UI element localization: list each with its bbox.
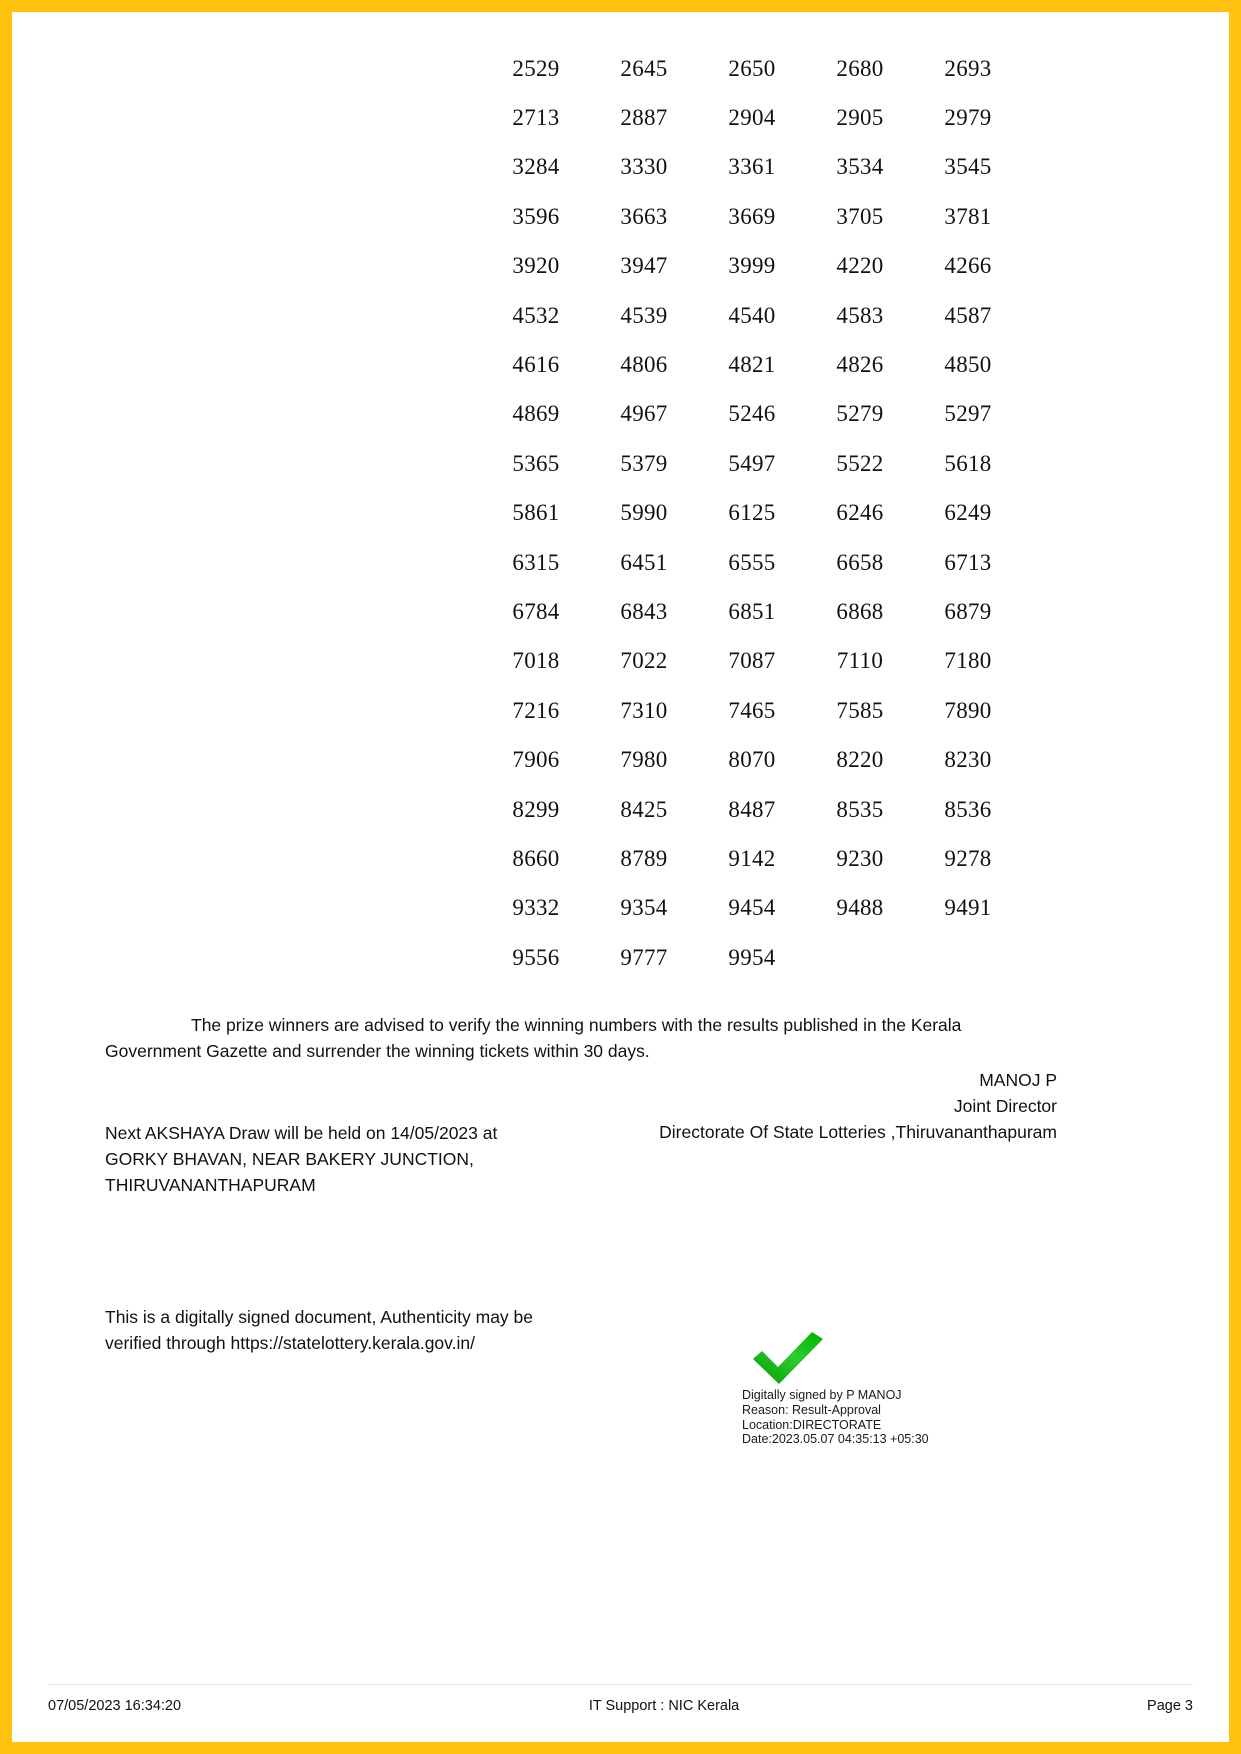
prize-number: 4967 (620, 401, 668, 427)
prize-number: 2529 (512, 55, 560, 81)
prize-number: 8230 (944, 747, 992, 773)
prize-number: 3947 (620, 253, 668, 279)
prize-number: 8425 (620, 796, 668, 822)
prize-number: 7310 (620, 697, 668, 723)
prize-number: 7585 (836, 697, 884, 723)
signatory-name: MANOJ P (979, 1070, 1057, 1090)
signature-date: Date:2023.05.07 04:35:13 +05:30 (742, 1432, 929, 1447)
signature-signed-by: Digitally signed by P MANOJ (742, 1388, 902, 1402)
table-row (482, 291, 1022, 340)
prize-number: 6315 (512, 549, 560, 575)
signatory-designation: Joint Director (953, 1096, 1057, 1116)
prize-number: 6555 (728, 549, 776, 575)
prize-number: 4220 (836, 253, 884, 279)
prize-number: 5618 (944, 450, 992, 476)
prize-number: 6249 (944, 500, 992, 526)
prize-number: 6125 (728, 500, 776, 526)
prize-number: 5379 (620, 450, 668, 476)
prize-number: 3663 (620, 203, 668, 229)
signature-location: Location:DIRECTORATE (742, 1417, 882, 1432)
prize-number: 3284 (512, 154, 560, 180)
prize-number: 3781 (944, 203, 992, 229)
footer-page-number: Page 3 (1147, 1698, 1193, 1714)
table-row (482, 834, 1022, 883)
prize-number: 6843 (620, 598, 668, 624)
prize-number: 9142 (728, 845, 776, 871)
prize-number: 9491 (944, 895, 992, 921)
prize-number: 5246 (728, 401, 776, 427)
prize-number: 4826 (836, 352, 884, 378)
prize-number: 3361 (728, 154, 776, 180)
signatory-office: Directorate Of State Lotteries ,Thiruvananthapuram (659, 1122, 1057, 1142)
prize-number: 4532 (512, 302, 560, 328)
prize-number: 6879 (944, 598, 992, 624)
prize-number: 6713 (944, 549, 992, 575)
table-row (482, 340, 1022, 389)
prize-number: 7022 (620, 648, 668, 674)
prize-number: 8660 (512, 845, 560, 871)
prize-number: 5861 (512, 500, 560, 526)
footer-support: IT Support : NIC Kerala (588, 1698, 740, 1714)
table-row (482, 884, 1022, 933)
prize-number: 2680 (836, 55, 884, 81)
prize-number: 3545 (944, 154, 992, 180)
prize-number: 9777 (620, 944, 668, 970)
digital-signature-stamp (742, 1330, 1002, 1447)
digital-note-line-1: This is a digitally signed document, Authenticity may be (105, 1307, 533, 1327)
prize-number: 3705 (836, 203, 884, 229)
prize-number: 8070 (728, 747, 776, 773)
digital-signature-note (105, 1304, 645, 1356)
prize-number: 9278 (944, 845, 992, 871)
prize-number: 9454 (728, 895, 776, 921)
prize-number: 8789 (620, 845, 668, 871)
prize-number: 9556 (512, 944, 560, 970)
prize-number: 5365 (512, 450, 560, 476)
prize-numbers-grid (482, 44, 1022, 982)
next-draw-line-3: THIRUVANANTHAPURAM (105, 1175, 316, 1195)
table-row (482, 489, 1022, 538)
prize-number: 7018 (512, 648, 560, 674)
prize-number: 6658 (836, 549, 884, 575)
prize-number: 3920 (512, 253, 560, 279)
prize-number: 6451 (620, 549, 668, 575)
prize-number: 7980 (620, 747, 668, 773)
table-row (482, 587, 1022, 636)
table-row (482, 637, 1022, 686)
prize-number: 2904 (728, 105, 776, 131)
prize-number: 4869 (512, 401, 560, 427)
prize-number: 8536 (944, 796, 992, 822)
prize-number: 4587 (944, 302, 992, 328)
prize-number: 4540 (728, 302, 776, 328)
document-page (12, 12, 1229, 1742)
table-row (482, 686, 1022, 735)
table-row (482, 785, 1022, 834)
prize-number: 5497 (728, 450, 776, 476)
prize-number: 2650 (728, 55, 776, 81)
prize-number: 6851 (728, 598, 776, 624)
table-row (482, 390, 1022, 439)
prize-number: 3999 (728, 253, 776, 279)
prize-number: 8487 (728, 796, 776, 822)
advisory-text: The prize winners are advised to verify the winning numbers with the results published in the Kerala Government Gazette and surrender the winning tickets within 30 days. (105, 1015, 962, 1061)
prize-number: 5990 (620, 500, 668, 526)
prize-number: 8299 (512, 796, 560, 822)
prize-number: 4616 (512, 352, 560, 378)
prize-number: 8220 (836, 747, 884, 773)
prize-number: 3534 (836, 154, 884, 180)
table-row (482, 439, 1022, 488)
prize-number: 9954 (728, 944, 776, 970)
prize-number: 3669 (728, 203, 776, 229)
prize-number: 7465 (728, 697, 776, 723)
signatory-block (537, 1067, 1057, 1145)
prize-number: 6868 (836, 598, 884, 624)
prize-number: 9354 (620, 895, 668, 921)
prize-number: 2979 (944, 105, 992, 131)
prize-number: 4539 (620, 302, 668, 328)
prize-number: 2905 (836, 105, 884, 131)
prize-number: 7180 (944, 648, 992, 674)
prize-number: 6784 (512, 598, 560, 624)
digital-note-line-2: verified through https://statelottery.kerala.gov.in/ (105, 1333, 475, 1353)
green-check-icon (750, 1330, 826, 1386)
footer (48, 1698, 1193, 1714)
prize-number: 2713 (512, 105, 560, 131)
prize-number: 5279 (836, 401, 884, 427)
next-draw-block (105, 1120, 585, 1198)
prize-number: 4850 (944, 352, 992, 378)
prize-number: 4583 (836, 302, 884, 328)
footer-timestamp: 07/05/2023 16:34:20 (48, 1698, 182, 1714)
prize-number: 6246 (836, 500, 884, 526)
prize-number: 7906 (512, 747, 560, 773)
table-row (482, 143, 1022, 192)
table-row (482, 242, 1022, 291)
prize-number: 5297 (944, 401, 992, 427)
table-row (482, 192, 1022, 241)
advisory-paragraph (105, 1012, 1055, 1064)
prize-number: 9230 (836, 845, 884, 871)
prize-number: 2693 (944, 55, 992, 81)
prize-number: 9332 (512, 895, 560, 921)
prize-number: 7110 (836, 648, 884, 674)
next-draw-line-2: GORKY BHAVAN, NEAR BAKERY JUNCTION, (105, 1149, 474, 1169)
prize-number: 9488 (836, 895, 884, 921)
prize-number: 7890 (944, 697, 992, 723)
prize-number: 3596 (512, 203, 560, 229)
prize-number: 2887 (620, 105, 668, 131)
prize-number: 4821 (728, 352, 776, 378)
prize-number: 8535 (836, 796, 884, 822)
table-row (482, 538, 1022, 587)
prize-number: 7087 (728, 648, 776, 674)
next-draw-line-1: Next AKSHAYA Draw will be held on 14/05/2023 at (105, 1123, 498, 1143)
prize-number: 4266 (944, 253, 992, 279)
prize-number: 2645 (620, 55, 668, 81)
signature-details (742, 1388, 1002, 1447)
table-row (482, 933, 1022, 982)
prize-number: 5522 (836, 450, 884, 476)
table-row (482, 735, 1022, 784)
prize-number: 7216 (512, 697, 560, 723)
prize-number: 3330 (620, 154, 668, 180)
signature-reason: Reason: Result-Approval (742, 1402, 881, 1417)
footer-divider (48, 1684, 1193, 1685)
prize-number: 4806 (620, 352, 668, 378)
table-row (482, 93, 1022, 142)
table-row (482, 44, 1022, 93)
